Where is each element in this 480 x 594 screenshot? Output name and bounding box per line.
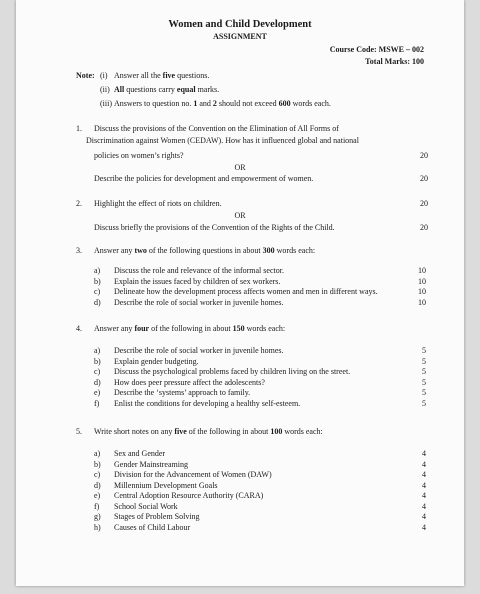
question-text: Discuss briefly the provisions of the Convention of the Rights of the Child. [94,223,335,232]
subquestion-marks: 4 [422,470,426,479]
course-code: Course Code: MSWE – 002 [329,45,424,54]
or-label: OR [234,163,246,172]
question-text: Highlight the effect of riots on children. [94,199,222,208]
note-item-text: All questions carry equal marks. [114,85,220,94]
subquestion-label: b) [94,356,101,366]
question-number: 3. [76,246,82,255]
subquestion-label: c) [94,287,101,296]
note-label: Note: [76,71,95,80]
subquestion-label: c) [94,367,101,376]
question-intro: Answer any two of the following questions in about 300 words each: [94,246,316,255]
subquestion-text: Enlist the conditions for developing a healthy self-esteem. [114,398,301,408]
subquestion-label: a) [94,346,101,355]
question-marks: 20 [420,199,428,208]
subquestion-label: g) [94,512,101,521]
question-text: policies on women’s rights? [94,151,184,160]
question-number: 2. [76,199,82,208]
note-item-num: (ii) [100,85,110,94]
subquestion-text: Describe the ‘systems’ approach to family. [114,388,251,397]
subquestion-marks: 5 [422,388,426,397]
question-text: Discuss the provisions of the Convention on the Elimination of All Forms of [94,124,339,133]
total-marks: Total Marks: 100 [365,57,424,66]
subquestion-label: b) [94,459,101,469]
subquestion-label: c) [94,470,101,479]
subquestion-text: Discuss the role and relevance of the informal sector. [114,266,284,275]
question-number: 4. [76,324,82,333]
subquestion-label: d) [94,480,101,490]
page-subtitle: ASSIGNMENT [213,32,267,41]
subquestion-marks: 4 [422,480,426,490]
subquestion-marks: 10 [418,297,426,307]
question-number: 5. [76,427,82,436]
subquestion-marks: 10 [418,266,426,275]
subquestion-marks: 5 [422,367,426,376]
question-text: Describe the policies for development and empowerment of women. [94,174,314,183]
subquestion-label: d) [94,297,101,307]
subquestion-label: b) [94,276,101,286]
subquestion-label: f) [94,398,100,408]
subquestion-marks: 10 [418,276,426,286]
subquestion-marks: 4 [422,491,426,500]
or-label: OR [234,211,246,220]
subquestion-text: Millennium Development Goals [114,480,218,490]
subquestion-text: Sex and Gender [114,449,166,458]
subquestion-marks: 10 [418,287,426,296]
subquestion-marks: 5 [422,377,426,387]
subquestion-label: a) [94,266,101,275]
question-intro: Write short notes on any five of the following in about 100 words each: [94,427,323,436]
note-item-num: (iii) [100,99,112,108]
subquestion-text: Describe the role of social worker in juvenile homes. [114,297,284,307]
question-number: 1. [76,124,82,133]
note-item-num: (i) [100,71,108,80]
subquestion-label: f) [94,501,100,511]
subquestion-marks: 4 [422,512,426,521]
subquestion-label: a) [94,449,101,458]
subquestion-text: Division for the Advancement of Women (DAW) [114,470,272,479]
subquestion-label: h) [94,522,101,532]
question-marks: 20 [420,223,428,232]
subquestion-marks: 4 [422,501,426,511]
subquestion-text: School Social Work [114,501,178,511]
subquestion-marks: 5 [422,398,426,408]
subquestion-marks: 4 [422,449,426,458]
question-intro: Answer any four of the following in about 150 words each: [94,324,286,333]
subquestion-marks: 5 [422,346,426,355]
subquestion-text: Stages of Problem Solving [114,512,200,521]
page-title: Women and Child Development [168,19,312,30]
subquestion-text: Explain gender budgeting. [114,356,199,366]
note-item-text: Answers to question no. 1 and 2 should not exceed 600 words each. [114,99,331,108]
subquestion-marks: 4 [422,459,426,469]
question-marks: 20 [420,174,428,183]
question-marks: 20 [420,151,428,160]
subquestion-marks: 5 [422,356,426,366]
subquestion-label: e) [94,491,101,500]
subquestion-text: How does peer pressure affect the adolescents? [114,377,265,387]
subquestion-text: Gender Mainstreaming [114,459,188,469]
subquestion-marks: 4 [422,522,426,532]
note-item-text: Answer all the five questions. [114,71,210,80]
subquestion-text: Central Adoption Resource Authority (CARA) [114,491,264,500]
subquestion-label: d) [94,377,101,387]
subquestion-text: Discuss the psychological problems faced by children living on the street. [114,367,351,376]
question-text: Discrimination against Women (CEDAW). How has it influenced global and national [86,136,359,145]
assignment-page [16,0,464,586]
subquestion-text: Describe the role of social worker in juvenile homes. [114,346,284,355]
subquestion-text: Explain the issues faced by children of sex workers. [114,276,281,286]
subquestion-text: Causes of Child Labour [114,522,191,532]
subquestion-text: Delineate how the development process affects women and men in different ways. [114,287,378,296]
subquestion-label: e) [94,388,101,397]
